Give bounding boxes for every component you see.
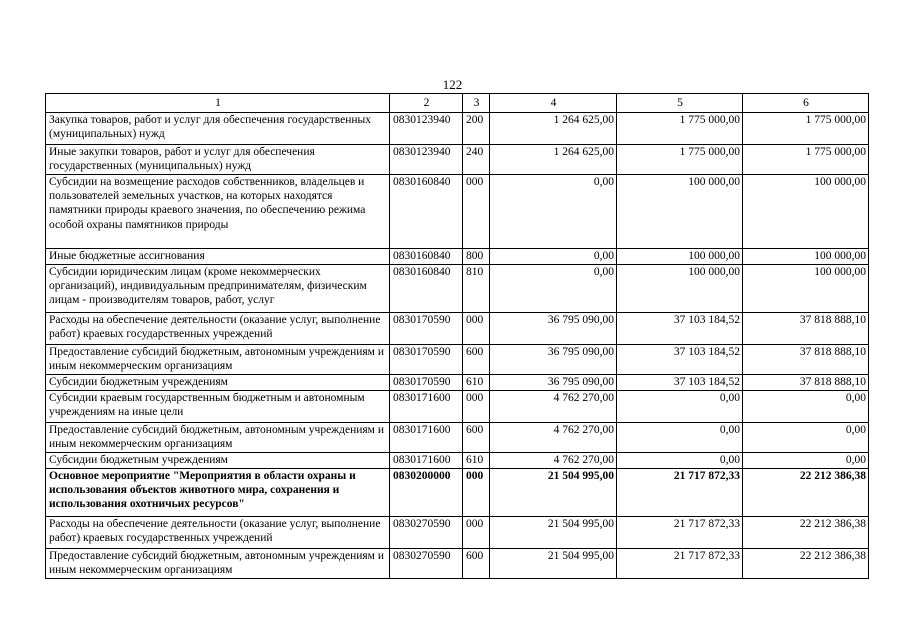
row-vr-cell: 610 — [463, 453, 490, 469]
row-year3-amount: 100 000,00 — [743, 249, 869, 265]
row-year3-amount: 0,00 — [743, 453, 869, 469]
row-year1-amount: 4 762 270,00 — [490, 423, 617, 453]
row-vr-cell: 000 — [463, 313, 490, 345]
row-year2-amount: 1 775 000,00 — [617, 145, 743, 175]
row-name-cell: Иные бюджетные ассигнования — [46, 249, 390, 265]
row-vr-cell: 000 — [463, 517, 490, 549]
column-header-vr: 3 — [463, 94, 490, 113]
row-code-cell: 0830160840 — [390, 175, 463, 249]
row-year2-amount: 37 103 184,52 — [617, 375, 743, 391]
table-row — [46, 113, 869, 145]
row-vr-cell: 000 — [463, 391, 490, 423]
row-year2-amount: 0,00 — [617, 453, 743, 469]
row-year2-amount: 100 000,00 — [617, 175, 743, 249]
row-year3-amount: 1 775 000,00 — [743, 113, 869, 145]
table-row — [46, 423, 869, 453]
row-code-cell: 0830171600 — [390, 423, 463, 453]
column-header-year2: 5 — [617, 94, 743, 113]
row-vr-cell: 000 — [463, 469, 490, 517]
row-code-cell: 0830270590 — [390, 517, 463, 549]
row-year3-amount: 22 212 386,38 — [743, 549, 869, 579]
row-vr-cell: 810 — [463, 265, 490, 313]
row-code-cell: 0830171600 — [390, 453, 463, 469]
row-name-cell: Основное мероприятие "Мероприятия в области охраны и использования объектов животного мира, сохранения и использования охотничьих ресурсов" — [46, 469, 390, 517]
row-code-cell: 0830170590 — [390, 375, 463, 391]
table-row — [46, 375, 869, 391]
row-vr-cell: 600 — [463, 345, 490, 375]
row-name-cell: Иные закупки товаров, работ и услуг для обеспечения государственных (муниципальных) нужд — [46, 145, 390, 175]
row-year1-amount: 1 264 625,00 — [490, 145, 617, 175]
row-code-cell: 0830123940 — [390, 113, 463, 145]
row-code-cell: 0830171600 — [390, 391, 463, 423]
table-row — [46, 145, 869, 175]
row-year2-amount: 21 717 872,33 — [617, 517, 743, 549]
row-year1-amount: 0,00 — [490, 249, 617, 265]
row-vr-cell: 600 — [463, 549, 490, 579]
row-vr-cell: 000 — [463, 175, 490, 249]
row-year1-amount: 1 264 625,00 — [490, 113, 617, 145]
column-header-year1: 4 — [490, 94, 617, 113]
row-year1-amount: 4 762 270,00 — [490, 453, 617, 469]
row-year1-amount: 4 762 270,00 — [490, 391, 617, 423]
row-code-cell: 0830160840 — [390, 265, 463, 313]
column-header-code: 2 — [390, 94, 463, 113]
table-row — [46, 517, 869, 549]
row-code-cell: 0830200000 — [390, 469, 463, 517]
table-row — [46, 549, 869, 579]
row-year1-amount: 21 504 995,00 — [490, 549, 617, 579]
row-name-cell: Субсидии бюджетным учреждениям — [46, 453, 390, 469]
row-year2-amount: 21 717 872,33 — [617, 469, 743, 517]
row-name-cell: Расходы на обеспечение деятельности (оказание услуг, выполнение работ) краевых государственных учреждений — [46, 313, 390, 345]
row-year2-amount: 37 103 184,52 — [617, 313, 743, 345]
row-code-cell: 0830170590 — [390, 313, 463, 345]
page-number: 122 — [442, 77, 463, 92]
table-header-row — [46, 94, 869, 113]
column-header-year3: 6 — [743, 94, 869, 113]
row-vr-cell: 800 — [463, 249, 490, 265]
row-vr-cell: 610 — [463, 375, 490, 391]
row-name-cell: Предоставление субсидий бюджетным, автономным учреждениям и иным некоммерческим организациям — [46, 345, 390, 375]
row-year2-amount: 0,00 — [617, 391, 743, 423]
row-vr-cell: 240 — [463, 145, 490, 175]
row-year2-amount: 1 775 000,00 — [617, 113, 743, 145]
row-year3-amount: 22 212 386,38 — [743, 469, 869, 517]
table-row — [46, 265, 869, 313]
row-name-cell: Субсидии бюджетным учреждениям — [46, 375, 390, 391]
row-name-cell: Субсидии юридическим лицам (кроме некоммерческих организаций), индивидуальным предпринимателям, физическим лицам - производителям товаров, работ, услуг — [46, 265, 390, 313]
row-year3-amount: 100 000,00 — [743, 175, 869, 249]
row-year3-amount: 100 000,00 — [743, 265, 869, 313]
row-year2-amount: 0,00 — [617, 423, 743, 453]
table-body — [46, 113, 869, 579]
row-code-cell: 0830160840 — [390, 249, 463, 265]
row-year3-amount: 37 818 888,10 — [743, 375, 869, 391]
budget-table — [45, 93, 869, 579]
row-name-cell: Субсидии краевым государственным бюджетным и автономным учреждениям на иные цели — [46, 391, 390, 423]
table-row — [46, 249, 869, 265]
row-year3-amount: 37 818 888,10 — [743, 345, 869, 375]
table-row — [46, 313, 869, 345]
table-row — [46, 391, 869, 423]
row-code-cell: 0830270590 — [390, 549, 463, 579]
table-row — [46, 345, 869, 375]
row-name-cell: Предоставление субсидий бюджетным, автономным учреждениям и иным некоммерческим организациям — [46, 423, 390, 453]
row-year1-amount: 36 795 090,00 — [490, 313, 617, 345]
row-year1-amount: 21 504 995,00 — [490, 469, 617, 517]
row-year3-amount: 0,00 — [743, 423, 869, 453]
row-year1-amount: 36 795 090,00 — [490, 345, 617, 375]
row-year3-amount: 22 212 386,38 — [743, 517, 869, 549]
row-year3-amount: 37 818 888,10 — [743, 313, 869, 345]
table-row — [46, 175, 869, 249]
row-year2-amount: 37 103 184,52 — [617, 345, 743, 375]
column-header-name: 1 — [46, 94, 390, 113]
row-code-cell: 0830123940 — [390, 145, 463, 175]
row-year1-amount: 0,00 — [490, 265, 617, 313]
row-year3-amount: 1 775 000,00 — [743, 145, 869, 175]
row-name-cell: Закупка товаров, работ и услуг для обеспечения государственных (муниципальных) нужд — [46, 113, 390, 145]
row-code-cell: 0830170590 — [390, 345, 463, 375]
row-year1-amount: 0,00 — [490, 175, 617, 249]
row-year2-amount: 100 000,00 — [617, 249, 743, 265]
row-year1-amount: 21 504 995,00 — [490, 517, 617, 549]
row-year2-amount: 100 000,00 — [617, 265, 743, 313]
table-row — [46, 469, 869, 517]
row-year2-amount: 21 717 872,33 — [617, 549, 743, 579]
row-year3-amount: 0,00 — [743, 391, 869, 423]
row-year1-amount: 36 795 090,00 — [490, 375, 617, 391]
row-name-cell: Субсидии на возмещение расходов собственников, владельцев и пользователей земельных участков, на которых находятся памятники природы краевого значения, по обеспечению режима особой охраны памятников природы — [46, 175, 390, 249]
row-name-cell: Расходы на обеспечение деятельности (оказание услуг, выполнение работ) краевых государственных учреждений — [46, 517, 390, 549]
table-row — [46, 453, 869, 469]
row-vr-cell: 600 — [463, 423, 490, 453]
row-name-cell: Предоставление субсидий бюджетным, автономным учреждениям и иным некоммерческим организациям — [46, 549, 390, 579]
row-vr-cell: 200 — [463, 113, 490, 145]
